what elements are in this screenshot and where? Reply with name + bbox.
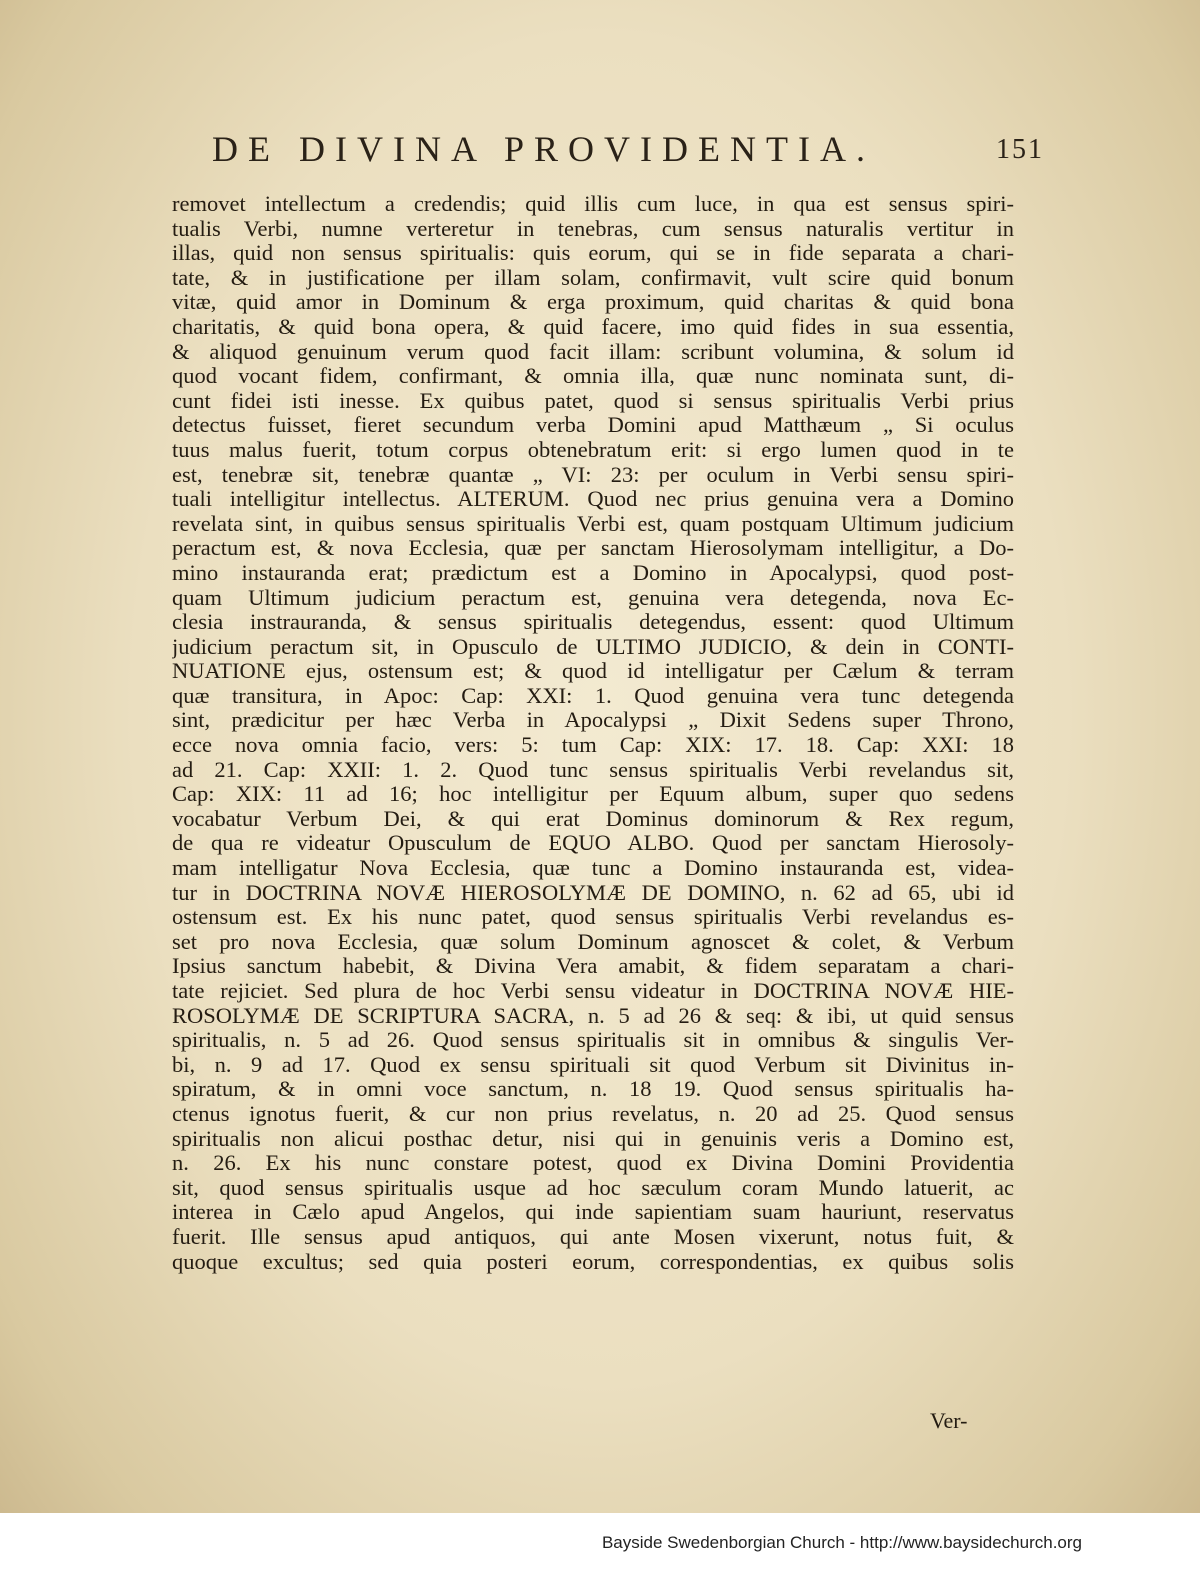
text-line: sint, prædicitur per hæc Verba in Apocalypsi „ Dixit Sedens super Throno,	[172, 708, 1014, 733]
text-line: sit, quod sensus spiritualis usque ad hoc sæculum coram Mundo latuerit, ac	[172, 1175, 1014, 1200]
text-line: ROSOLYMÆ DE SCRIPTURA SACRA, n. 5 ad 26 & seq: & ibi, ut quid sensus	[172, 1003, 1014, 1028]
text-line: NUATIONE ejus, ostensum est; & quod id intelligatur per Cælum & terram	[172, 659, 1014, 684]
text-line: vocabatur Verbum Dei, & qui erat Dominus dominorum & Rex regum,	[172, 806, 1014, 831]
text-line: tate rejiciet. Sed plura de hoc Verbi sensu videatur in DOCTRINA NOVÆ HIE-	[172, 979, 1014, 1003]
text-line: tuus malus fuerit, totum corpus obtenebratum erit: si ergo lumen quod in te	[172, 437, 1014, 462]
text-line: vitæ, quid amor in Dominum & erga proximum, quid charitas & quid bona	[172, 290, 1014, 315]
text-line: de qua re videatur Opusculum de EQUO ALBO. Quod per sanctam Hierosoly-	[172, 831, 1014, 856]
text-line: set pro nova Ecclesia, quæ solum Dominum agnoscet & colet, & Verbum	[172, 929, 1014, 954]
text-line: tuali intelligitur intellectus. ALTERUM. Quod nec prius genuina vera a Domino	[172, 487, 1014, 512]
text-line: est, tenebræ sit, tenebræ quantæ „ VI: 23: per oculum in Verbi sensu spiri-	[172, 462, 1014, 487]
text-line: tur in DOCTRINA NOVÆ HIEROSOLYMÆ DE DOMINO, n. 62 ad 65, ubi id	[172, 880, 1014, 905]
text-line: interea in Cælo apud Angelos, qui inde sapientiam suam hauriunt, reservatus	[172, 1200, 1014, 1225]
text-line: tate, & in justificatione per illam solam, confirmavit, vult scire quid bonum	[172, 265, 1014, 290]
text-line: clesia instrauranda, & sensus spiritualis detegendus, essent: quod Ultimum	[172, 610, 1014, 635]
page-header	[212, 128, 1052, 178]
text-line: ostensum est. Ex his nunc patet, quod sensus spiritualis Verbi revelandus es-	[172, 905, 1014, 930]
text-line: tualis Verbi, numne verteretur in tenebras, cum sensus naturalis vertitur in	[172, 216, 1014, 241]
text-line: quoque excultus; sed quia posteri eorum, correspondentias, ex quibus solis	[172, 1249, 1014, 1274]
text-line: mam intelligatur Nova Ecclesia, quæ tunc a Domino instauranda est, videa-	[172, 856, 1014, 881]
text-line: peractum est, & nova Ecclesia, quæ per sanctam Hierosolymam intelligitur, a Do-	[172, 536, 1014, 561]
text-line: ad 21. Cap: XXII: 1. 2. Quod tunc sensus spiritualis Verbi revelandus sit,	[172, 757, 1014, 782]
text-line: Cap: XIX: 11 ad 16; hoc intelligitur per Equum album, super quo sedens	[172, 782, 1014, 807]
text-line: removet intellectum a credendis; quid illis cum luce, in qua est sensus spiri-	[172, 192, 1014, 216]
watermark-bar	[0, 1513, 1200, 1577]
text-line: bi, n. 9 ad 17. Quod ex sensu spirituali sit quod Verbum sit Divinitus in-	[172, 1052, 1014, 1077]
text-line: & aliquod genuinum verum quod facit illam: scribunt volumina, & solum id	[172, 339, 1014, 364]
text-line: Ipsius sanctum habebit, & Divina Vera amabit, & fidem separatam a chari-	[172, 954, 1014, 979]
text-line: charitatis, & quid bona opera, & quid facere, imo quid fides in sua essentia,	[172, 314, 1014, 339]
text-line: spiratum, & in omni voce sanctum, n. 18 19. Quod sensus spiritualis ha-	[172, 1077, 1014, 1102]
text-line: cunt fidei isti inesse. Ex quibus patet, quod si sensus spiritualis Verbi prius	[172, 388, 1014, 413]
text-line: spiritualis non alicui posthac detur, nisi qui in genuinis veris a Domino est,	[172, 1126, 1014, 1151]
text-line: mino instauranda erat; prædictum est a Domino in Apocalypsi, quod post-	[172, 560, 1014, 585]
text-line: revelata sint, in quibus sensus spiritualis Verbi est, quam postquam Ultimum judicium	[172, 511, 1014, 536]
text-line: quod vocant fidem, confirmant, & omnia illa, quæ nunc nominata sunt, di-	[172, 364, 1014, 389]
text-line: judicium peractum sit, in Opusculo de ULTIMO JUDICIO, & dein in CONTI-	[172, 634, 1014, 659]
watermark-text: Bayside Swedenborgian Church - http://www.baysidechurch.org	[601, 1533, 1082, 1552]
text-line: illas, quid non sensus spiritualis: quis eorum, qui se in fide separata a chari-	[172, 241, 1014, 266]
text-line: ctenus ignotus fuerit, & cur non prius revelatus, n. 20 ad 25. Quod sensus	[172, 1101, 1014, 1126]
text-line: ecce nova omnia facio, vers: 5: tum Cap: XIX: 17. 18. Cap: XXI: 18	[172, 733, 1014, 758]
text-line: quam Ultimum judicium peractum est, genuina vera detegenda, nova Ec-	[172, 585, 1014, 610]
catchword: Ver-	[930, 1408, 968, 1433]
text-line: n. 26. Ex his nunc constare potest, quod ex Divina Domini Providentia	[172, 1151, 1014, 1176]
page-number: 151	[996, 134, 1044, 165]
text-line: spiritualis, n. 5 ad 26. Quod sensus spiritualis sit in omnibus & singulis Ver-	[172, 1028, 1014, 1053]
text-line: detectus fuisset, fieret secundum verba Domini apud Matthæum „ Si oculus	[172, 413, 1014, 438]
body-text	[172, 192, 1014, 1274]
running-title: DE DIVINA PROVIDENTIA.	[212, 129, 875, 169]
text-line: quæ transitura, in Apoc: Cap: XXI: 1. Quod genuina vera tunc detegenda	[172, 683, 1014, 708]
text-line: fuerit. Ille sensus apud antiquos, qui ante Mosen vixerunt, notus fuit, &	[172, 1224, 1014, 1249]
